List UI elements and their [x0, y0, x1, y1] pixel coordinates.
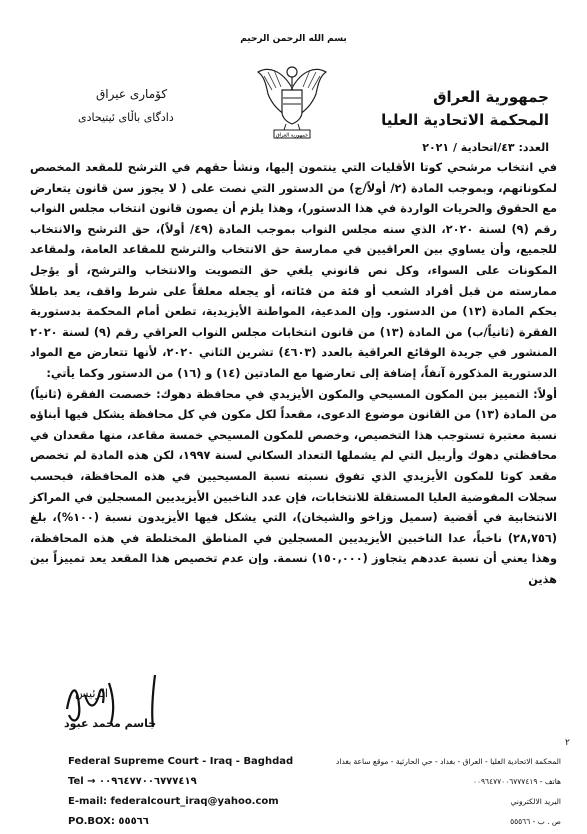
- footer-pobox-ar: ص . ب - ٥٥٥٦٦: [510, 817, 561, 826]
- body-paragraph: في انتخاب مرشحي كوتا الأقليات التي ينتمون إليها، ونشأ حقهم في الترشح للمقعد المخصص لمكوناتهم، وبموجب المادة (٢/ أولاً/ج) من الدستور التي نصت على ( لا يجوز سن قانون يتعارض مع الحقوق والحريات الواردة في هذا الدستور)، وهذا يلزم أن يصون قانون انتخاب مجلس النواب رقم (٩) لسنة ٢٠٢٠، الذي سنه مجلس النواب بموجب المادة (٤٩/ أولاً)، حق الترشح والانتخاب للجميع، وأن يساوي بين العراقيين في ممارسة حق الانتخاب والترشح للمقاعد العامة، ولمقاعد المكونات على السواء، وكل نص قانوني يلغي حق التصويت والانتخاب والترشح، أو يؤجل ممارسته من قبل أفراد الشعب أو فئة من فئاته، أو يجعله معلقاً على شرط واقف، يعد باطلاً بحكم المادة (١٣) من الدستور. وإن المدعية، المواطنة الأيزيدية، تطعن أمام المحكمة بدستورية الفقرة (ثانياً/ب) من المادة (١٣) من قانون انتخابات مجلس النواب العراقي رقم (٩) لسنة ٢٠٢٠ المنشور في جريدة الوقائع العراقية بالعدد (٤٦٠٣) تشرين الثاني ٢٠٢٠، لأنها تتعارض مع المواد الدستورية المذكورة آنفاً، إضافة إلى تعارضها مع المادتين (١٤) و (١٦) من الدستور وكما يأتي:: [30, 161, 558, 380]
- signature-name: جاسم محمد عبود: [64, 717, 157, 730]
- document-body: [30, 158, 557, 590]
- header-country-kurdish: كۆماری عیراق: [96, 87, 168, 101]
- footer-email-label-ar: البريد الالكتروني: [510, 797, 561, 806]
- footer-contact-english: [68, 752, 293, 832]
- reference-number: العدد: ٤٣/اتحادية / ٢٠٢١: [422, 141, 549, 154]
- body-paragraph: أولاً: التمييز بين المكون المسيحي والمكون الأيزيدي في محافظة دهوك: خصصت الفقرة (ثانياً) من المادة (١٣) من القانون موضوع الدعوى، مقعداً لكل مكون في كل محافظة يشكل فيها أبناؤه نسبة معتبرة تستوجب هذا التخصيص، وخصص للمكون المسيحي خمسة مقاعد، منها مقعدان في محافظتي دهوك وأربيل التي لم يشملها التعداد السكاني لسنة ١٩٩٧، لكن هذه المادة لم تخصص مقعد كوتا للمكون الأيزيدي الذي تفوق نسبته نسبة المسيحيين في هذه المحافظة، فبحسب سجلات المفوضية العليا المستقلة للانتخابات، فإن عدد الناخبين الأيزيديين المسجلين في المراكز الانتخابية في أقضية (سميل وزاخو والشيخان)، التي يشكل فيها الأيزيدون نسبة (١٠٠%)، بلغ (٢٨,٧٥٦) ناخباً، عدا الناخبين الأيزيديين المسجلين في المناطق المختلطة في هذه المحافظة، وهذا يعني أن نسبة عددهم يتجاوز (١٥٠,٠٠٠) نسمة. وإن عدم تخصيص هذا المقعد يعد تمييزاً بين هذين: [30, 387, 557, 586]
- signature-title: الرئيس: [75, 687, 108, 700]
- page-number: ٢: [565, 738, 570, 748]
- footer-email[interactable]: E-mail: federalcourt_iraq@yahoo.com: [68, 796, 279, 807]
- header-country-arabic: جمهورية العراق: [433, 88, 549, 106]
- header-court-arabic: المحكمة الاتحادية العليا: [381, 111, 549, 129]
- footer-phone: Tel → ٠٠٩٦٤٧٧٠٠٦٧٧٧٤١٩: [68, 776, 197, 787]
- basmala: بسم الله الرحمن الرحيم: [240, 34, 347, 44]
- footer-pobox: PO.BOX: ٥٥٥٦٦: [68, 816, 149, 827]
- footer-court-name: Federal Supreme Court - Iraq - Baghdad: [68, 756, 294, 767]
- footer-address-ar: المحكمة الاتحادية العليا - العراق - بغداد - حي الحارثية - موقع ساعة بغداد: [336, 757, 561, 766]
- iraq-eagle-emblem-icon: [254, 60, 330, 146]
- emblem-text: جمهورية العراق: [275, 132, 309, 139]
- footer-contact-arabic: [336, 752, 561, 832]
- header-court-kurdish: دادگای باڵای ئیتیحادی: [78, 111, 174, 124]
- footer-phone-ar: هاتف - ٠٠٩٦٤٧٧٠٠٦٧٧٧٤١٩: [472, 777, 561, 786]
